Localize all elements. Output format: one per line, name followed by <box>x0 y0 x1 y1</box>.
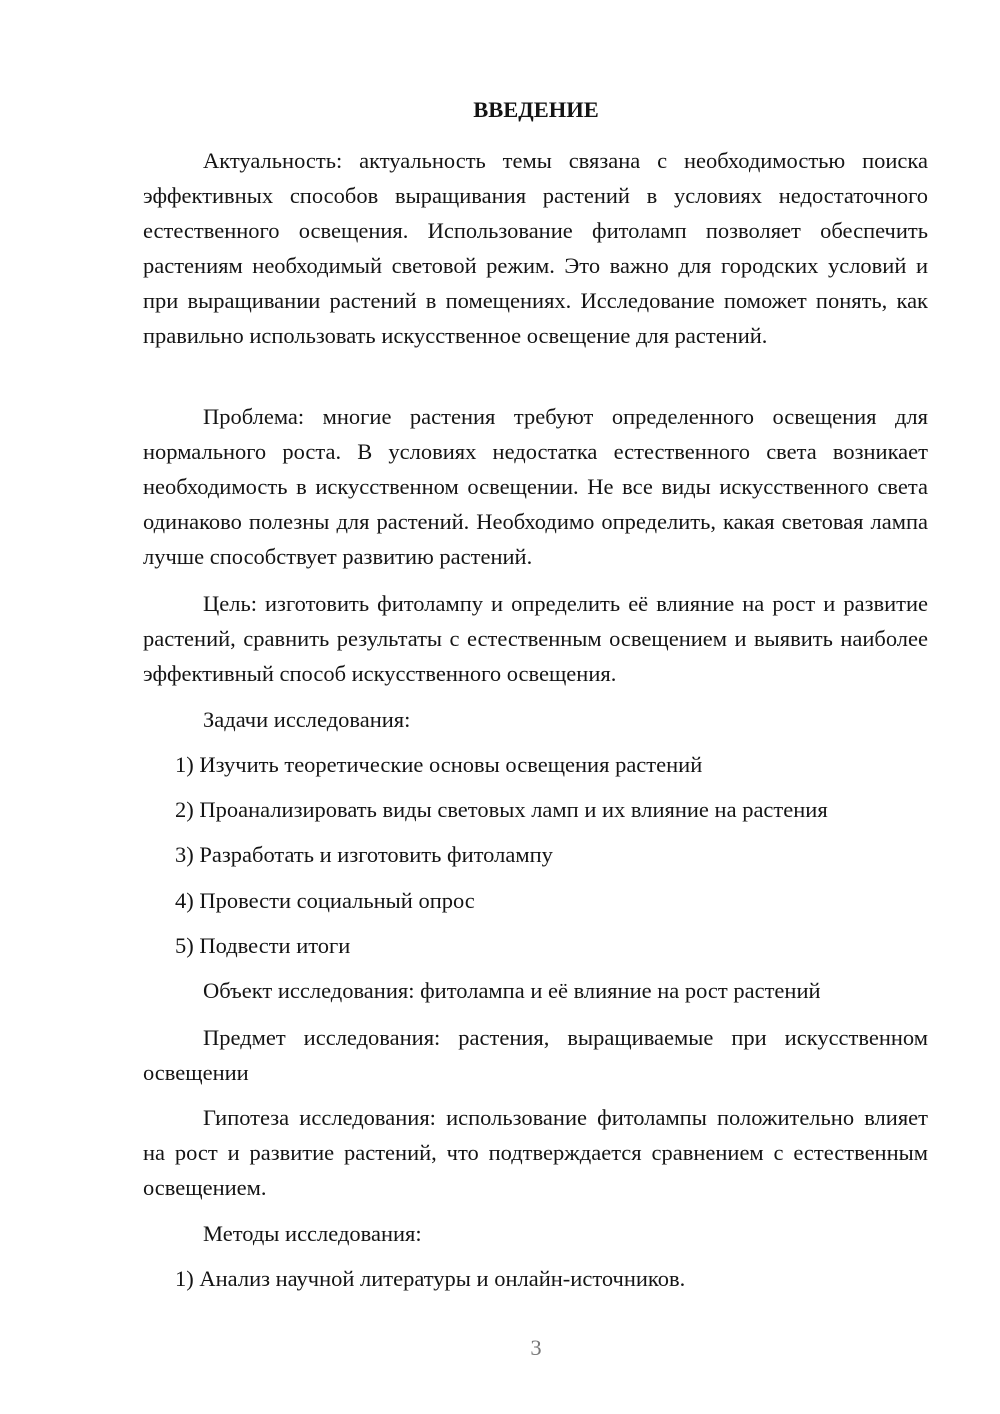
object-paragraph: Объект исследования: фитолампа и её влияние на рост растений <box>203 978 821 1003</box>
goal-paragraph: Цель: изготовить фитолампу и определить её влияние на рост и развитие растений, сравнить результаты с естественным освещением и выявить наиболее эффективный способ искусственного освещения. <box>143 591 928 686</box>
task-item: 2) Проанализировать виды световых ламп и их влияние на растения <box>175 797 828 822</box>
method-item: 1) Анализ научной литературы и онлайн-источников. <box>175 1266 686 1291</box>
task-item: 4) Провести социальный опрос <box>175 888 475 913</box>
problem-paragraph: Проблема: многие растения требуют определенного освещения для нормального роста. В условиях недостатка естественного света возникает необходимость в искусственном освещении. Не все виды искусственного света одинаково полезны для растений. Необходимо определить, какая световая лампа лучше способствует развитию растений. <box>143 404 928 569</box>
task-item: 5) Подвести итоги <box>175 933 351 958</box>
section-heading: ВВЕДЕНИЕ <box>473 97 599 122</box>
subject-paragraph: Предмет исследования: растения, выращиваемые при искусственном освещении <box>143 1025 928 1085</box>
methods-heading: Методы исследования: <box>203 1221 422 1246</box>
task-item: 3) Разработать и изготовить фитолампу <box>175 842 553 867</box>
tasks-heading: Задачи исследования: <box>203 707 411 732</box>
relevance-paragraph: Актуальность: актуальность темы связана с необходимостью поиска эффективных способов выращивания растений в условиях недостаточного естественного освещения. Использование фитоламп позволяет обеспечить растениям необходимый световой режим. Это важно для городских условий и при выращивании растений в помещениях. Исследование поможет понять, как правильно использовать искусственное освещение для растений. <box>143 148 928 348</box>
task-item: 1) Изучить теоретические основы освещения растений <box>175 752 703 777</box>
page-number: 3 <box>530 1335 542 1360</box>
hypothesis-paragraph: Гипотеза исследования: использование фитолампы положительно влияет на рост и развитие растений, что подтверждается сравнением с естественным освещением. <box>143 1105 928 1200</box>
